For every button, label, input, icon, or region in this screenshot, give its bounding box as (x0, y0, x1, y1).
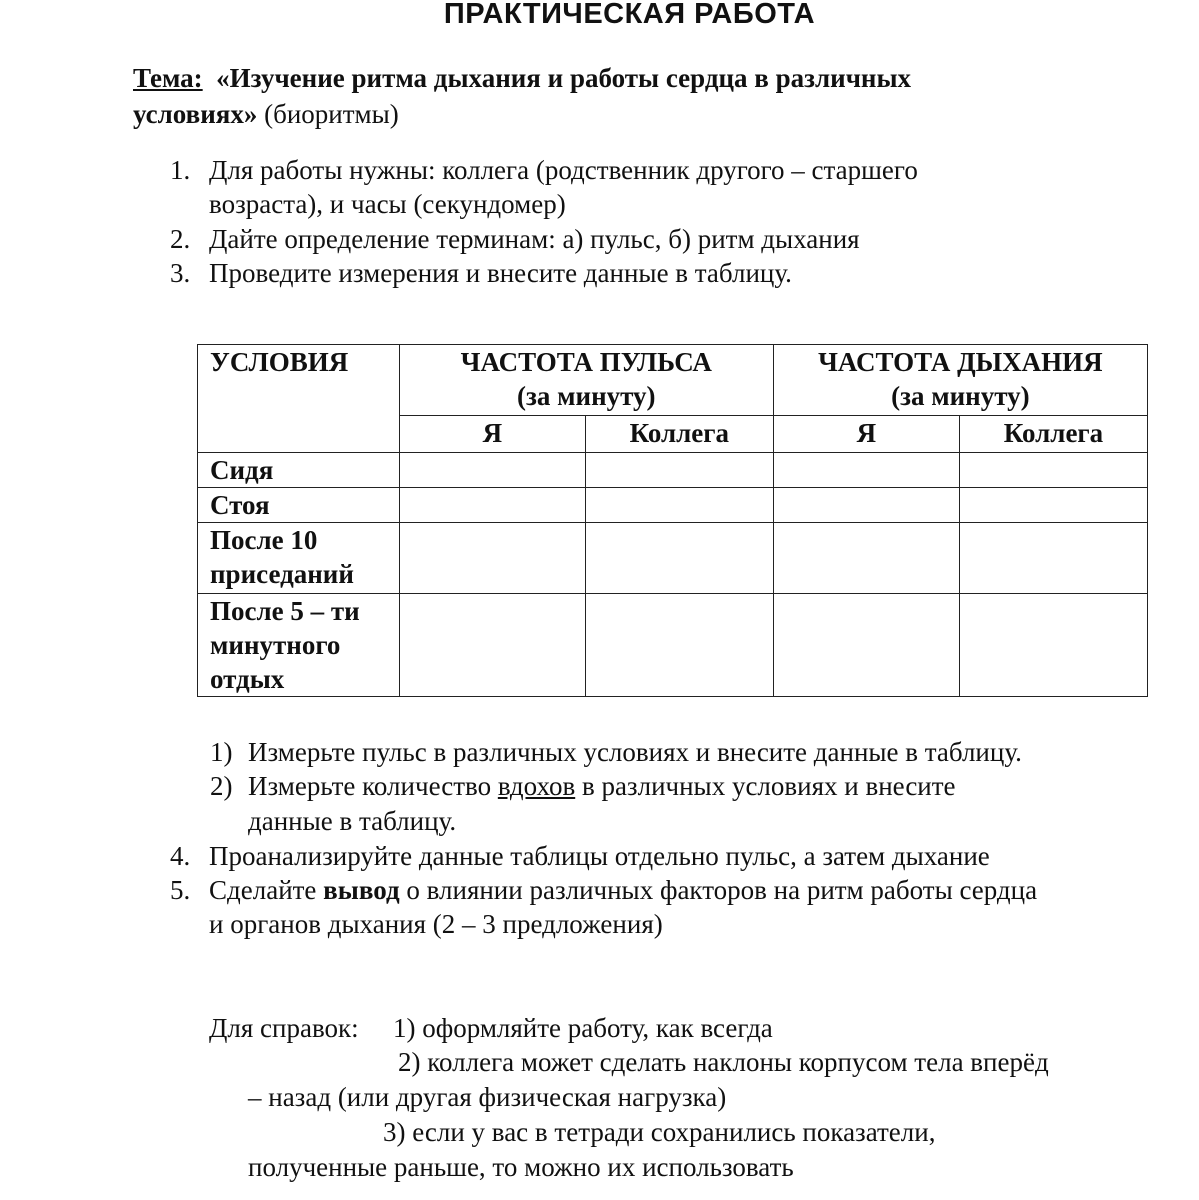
table-row (198, 594, 1148, 697)
row-label-sitting: Сидя (198, 453, 400, 488)
cell-pulse-me[interactable] (399, 523, 585, 594)
cell-breath-me[interactable] (773, 488, 959, 523)
reference-item-2-line-1: 2) коллега может сделать наклоны корпусом тела вперёд (398, 1047, 1049, 1077)
topic-title-part-1: «Изучение ритма дыхания и работы сердца в различных (216, 63, 912, 93)
bold-word-conclusion: вывод (323, 875, 400, 905)
header-conditions: УСЛОВИЯ (198, 345, 400, 453)
measurement-table (197, 344, 1148, 697)
cell-breath-colleague[interactable] (959, 488, 1147, 523)
row-label-after-rest: После 5 – ти минутного отдых (198, 594, 400, 697)
page-title: ПРАКТИЧЕСКАЯ РАБОТА (443, 0, 816, 30)
reference-item-3-line-2: полученные раньше, то можно их использовать (248, 1152, 794, 1182)
header-breathing: ЧАСТОТА ДЫХАНИЯ (за минуту) (773, 345, 1147, 416)
header-pulse: ЧАСТОТА ПУЛЬСА (за минуту) (399, 345, 773, 416)
subheader-breath-colleague: Коллега (959, 416, 1147, 453)
step-5-number: 5. (170, 875, 191, 905)
cell-pulse-me[interactable] (399, 488, 585, 523)
reference-label: Для справок: (209, 1013, 359, 1043)
row-label-after-squats: После 10 приседаний (198, 523, 400, 594)
step-1-number: 1. (170, 155, 191, 185)
substep-1-text: Измерьте пульс в различных условиях и внесите данные в таблицу. (248, 737, 1022, 767)
reference-item-3-line-1: 3) если у вас в тетради сохранились показатели, (383, 1117, 936, 1147)
step-5-text-line-2: и органов дыхания (2 – 3 предложения) (209, 909, 663, 939)
reference-item-2-line-2: – назад (или другая физическая нагрузка) (248, 1082, 727, 1112)
substep-1-number: 1) (210, 737, 233, 767)
step-1-text-line-1: Для работы нужны: коллега (родственник другого – старшего (209, 155, 918, 185)
step-2-number: 2. (170, 224, 191, 254)
cell-pulse-colleague[interactable] (585, 488, 773, 523)
underlined-word-inhalations: вдохов (497, 771, 576, 801)
cell-breath-me[interactable] (773, 523, 959, 594)
step-3-number: 3. (170, 258, 191, 288)
table-row (198, 453, 1148, 488)
table-row (198, 523, 1148, 594)
topic-label: Тема: (133, 63, 203, 93)
cell-pulse-me[interactable] (399, 594, 585, 697)
cell-pulse-colleague[interactable] (585, 594, 773, 697)
subheader-breath-me: Я (773, 416, 959, 453)
topic-line-1 (133, 60, 911, 96)
cell-breath-me[interactable] (773, 453, 959, 488)
topic-title-part-2: условиях» (133, 99, 258, 129)
cell-pulse-me[interactable] (399, 453, 585, 488)
topic-subtitle: (биоритмы) (264, 99, 399, 129)
step-3-text: Проведите измерения и внесите данные в таблицу. (209, 258, 792, 288)
subheader-pulse-me: Я (399, 416, 585, 453)
cell-pulse-colleague[interactable] (585, 523, 773, 594)
subheader-pulse-colleague: Коллега (585, 416, 773, 453)
cell-breath-colleague[interactable] (959, 523, 1147, 594)
table-row (198, 488, 1148, 523)
step-2-text: Дайте определение терминам: а) пульс, б) ритм дыхания (209, 224, 860, 254)
substep-2-number: 2) (210, 771, 233, 801)
step-1-text-line-2: возраста), и часы (секундомер) (209, 189, 566, 219)
cell-pulse-colleague[interactable] (585, 453, 773, 488)
topic-line-2 (133, 96, 399, 132)
substep-2-text-line-1: Измерьте количество вдохов в различных условиях и внесите (248, 771, 956, 801)
step-4-text: Проанализируйте данные таблицы отдельно пульс, а затем дыхание (209, 841, 990, 871)
substep-2-text-line-2: данные в таблицу. (248, 806, 457, 836)
reference-item-1: 1) оформляйте работу, как всегда (393, 1013, 773, 1043)
cell-breath-colleague[interactable] (959, 453, 1147, 488)
step-5-text-line-1: Сделайте вывод о влиянии различных факторов на ритм работы сердца (209, 875, 1038, 905)
row-label-standing: Стоя (198, 488, 400, 523)
cell-breath-colleague[interactable] (959, 594, 1147, 697)
cell-breath-me[interactable] (773, 594, 959, 697)
step-4-number: 4. (170, 841, 191, 871)
